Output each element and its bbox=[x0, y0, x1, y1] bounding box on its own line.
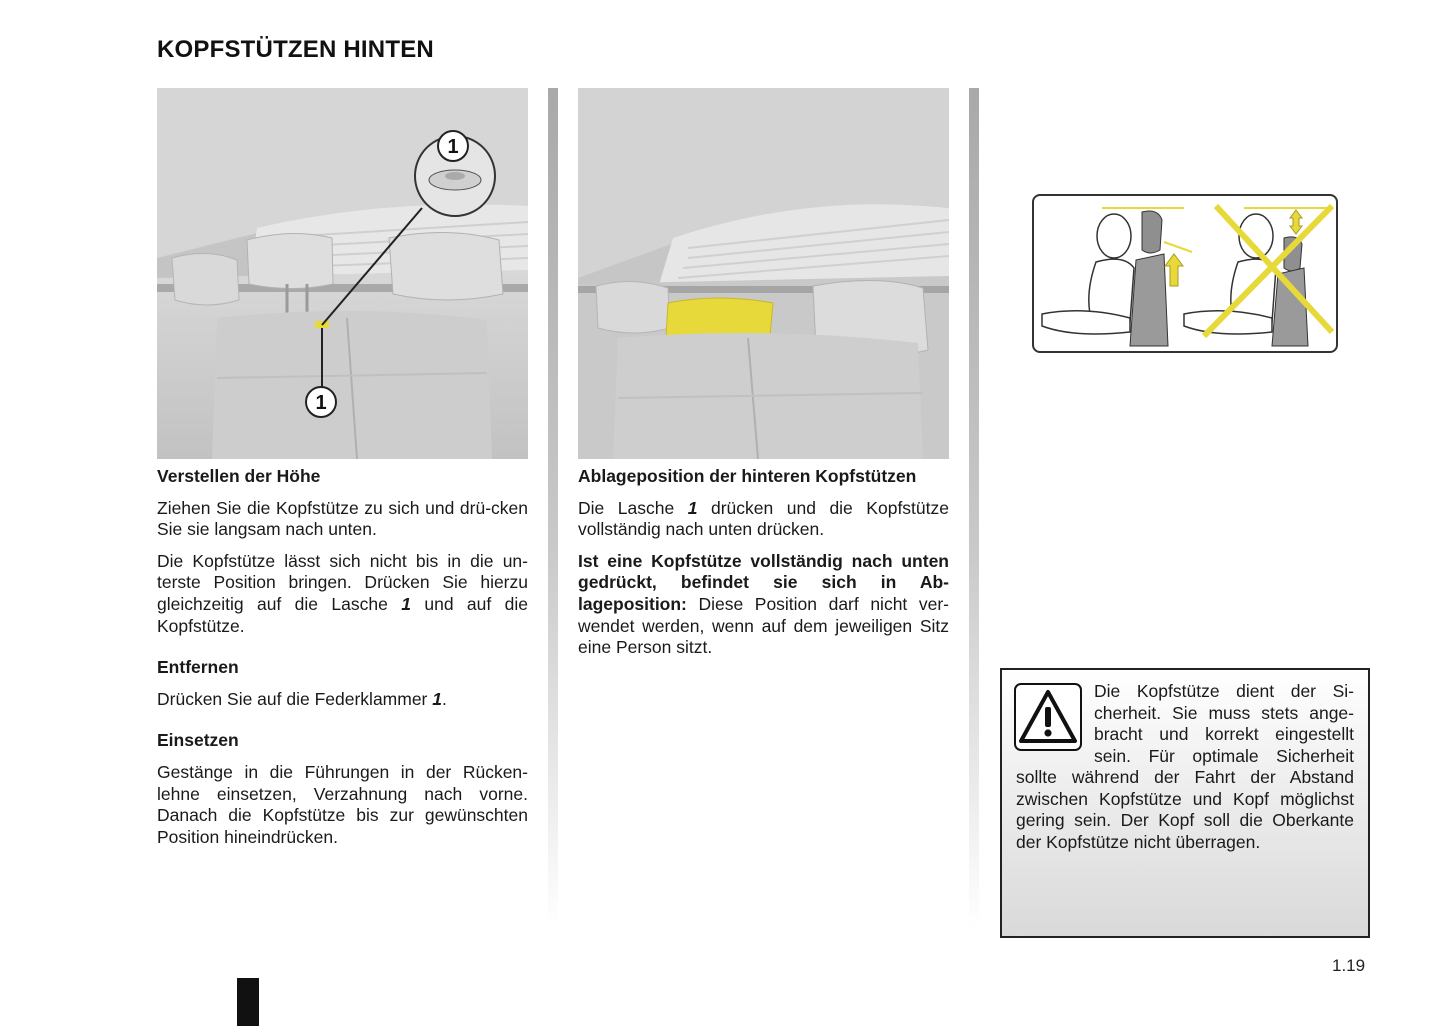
column-1 bbox=[157, 466, 528, 858]
column-divider bbox=[548, 88, 558, 928]
headrest-adjustment-diagram bbox=[1032, 194, 1338, 353]
section-heading-remove: Entfernen bbox=[157, 657, 239, 678]
warning-text: Die Kopfstütze dient der Si-cherheit. Sie muss stets ange-bracht und korrekt eingestellt sein. Für optimale Sicherheit sollte während der Fahrt der Abstand zwischen Kopfstütze und Kopf möglichst gering sein. Der Kopf soll die Oberkante der Kopfstütze nicht überragen. bbox=[1016, 681, 1354, 852]
reference-1: 1 bbox=[401, 593, 411, 614]
page-edge-marker bbox=[237, 978, 259, 1026]
reference-1: 1 bbox=[432, 688, 442, 709]
callout-label-bottom: 1 bbox=[315, 392, 327, 414]
paragraph: Die Lasche 1 drücken und die Kopfstütze vollständig nach unten drücken. bbox=[578, 497, 949, 540]
section-heading-storage-position: Ablageposition der hinteren Kopfstützen bbox=[578, 466, 917, 486]
reference-1: 1 bbox=[687, 497, 698, 518]
column-divider bbox=[969, 88, 979, 928]
page-number: 1.19 bbox=[1332, 956, 1366, 975]
section-heading-height-adjustment: Verstellen der Höhe bbox=[157, 466, 321, 486]
paragraph: Ist eine Kopfstütze vollständig nach unten gedrückt, befindet sie sich in Ab-lageposition: Diese Position darf nicht ver-wendet werden, wenn auf dem jeweiligen Sitz eine Person sitzt. bbox=[578, 550, 949, 658]
section-heading-insert: Einsetzen bbox=[157, 730, 239, 751]
rear-seat-headrest-photo bbox=[157, 88, 528, 459]
paragraph: Ziehen Sie die Kopfstütze zu sich und drü-cken Sie sie langsam nach unten. bbox=[157, 497, 528, 540]
paragraph: Gestänge in die Führungen in der Rücken-lehne einsetzen, Verzahnung nach vorne. Danach die Kopfstütze bis zur gewünschten Position hineindrücken. bbox=[157, 761, 528, 847]
page-title: KOPFSTÜTZEN HINTEN bbox=[157, 36, 434, 63]
column-2 bbox=[578, 466, 949, 669]
callout-label-top: 1 bbox=[447, 136, 459, 158]
warning-triangle-icon bbox=[1014, 683, 1082, 751]
warning-box bbox=[1000, 668, 1370, 938]
paragraph: Die Kopfstütze lässt sich nicht bis in die un-terste Position bringen. Drücken Sie hierzu gleichzeitig auf die Lasche 1 und auf die Kopfstütze. bbox=[157, 550, 529, 636]
rear-seat-storage-photo bbox=[578, 88, 949, 459]
paragraph: Drücken Sie auf die Federklammer 1. bbox=[157, 688, 447, 709]
